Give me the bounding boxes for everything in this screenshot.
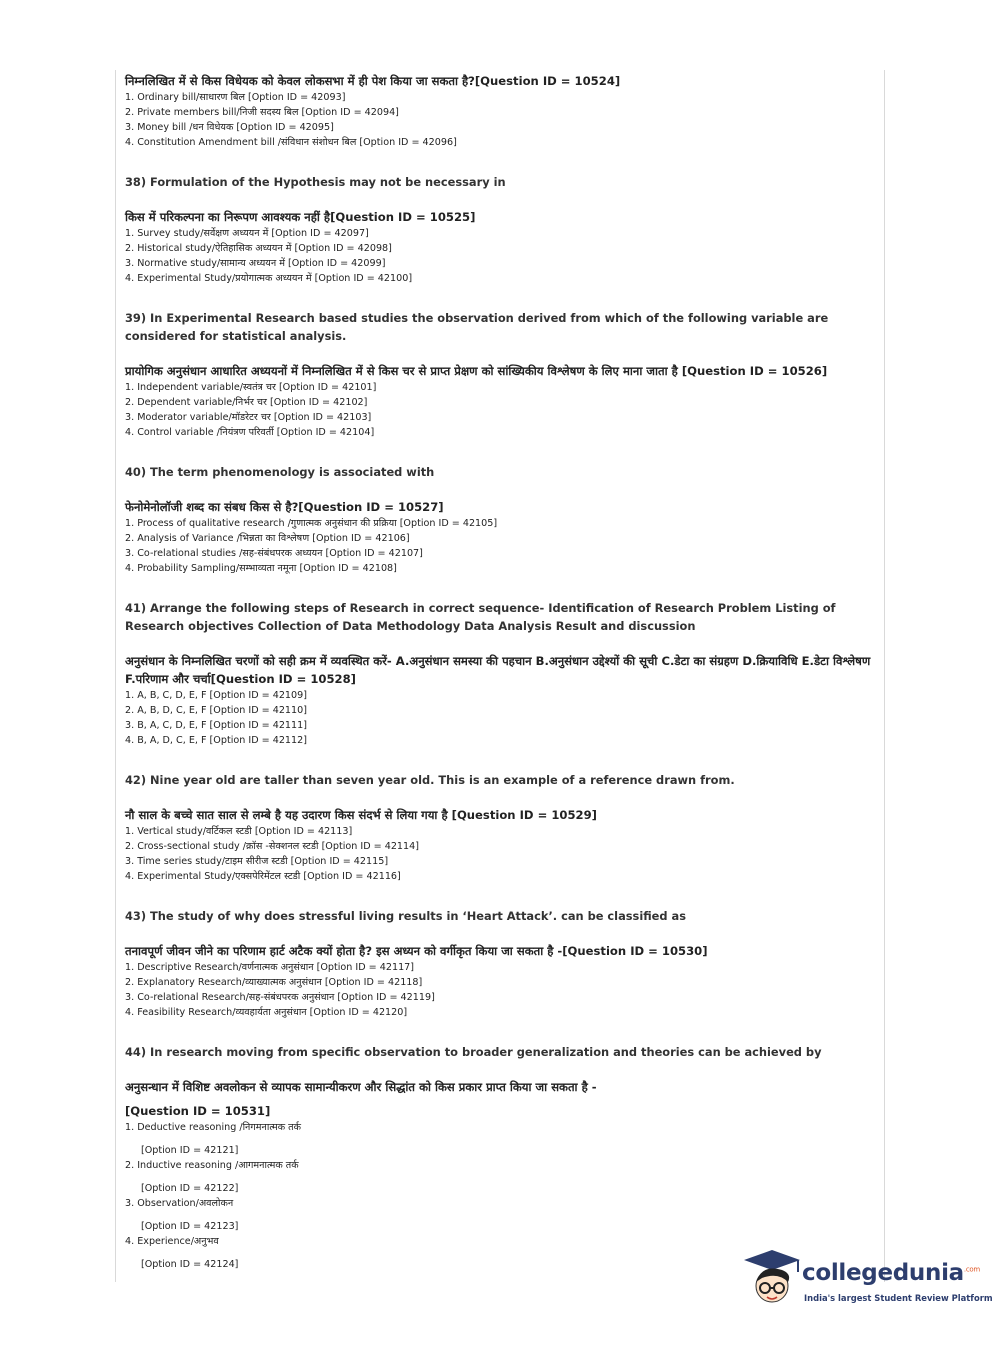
question-42 (125, 768, 877, 884)
option-item: 1. Independent variable/स्वतंत्र चर [Option ID = 42101] (125, 382, 377, 393)
logo-wordmark: collegedunia$^{.com}$ (802, 1260, 980, 1286)
option-id: [Option ID = 42124] (141, 1259, 239, 1270)
question-list (125, 72, 877, 1272)
option-item: 2. Explanatory Research/व्याख्यात्मक अनुसंधान [Option ID = 42118] (125, 977, 423, 988)
question-40 (125, 460, 877, 576)
question-40-english: 40) The term phenomenology is associated with (125, 465, 435, 479)
question-39 (125, 306, 877, 440)
option-item: 2. Dependent variable/निर्भर चर [Option ID = 42102] (125, 397, 368, 408)
option-item: 2. A, B, D, C, E, F [Option ID = 42110] (125, 705, 307, 716)
option-item: 1. Vertical study/वर्टिकल स्टडी [Option ID = 42113] (125, 826, 353, 837)
option-item: 4. Constitution Amendment bill /संविधान संशोधन बिल [Option ID = 42096] (125, 137, 457, 148)
option-item (125, 1196, 877, 1234)
question-42-english: 42) Nine year old are taller than seven year old. This is an example of a reference drawn from. (125, 773, 735, 787)
option-label: 3. Observation/अवलोकन (125, 1198, 234, 1209)
question-43-hindi: तनावपूर्ण जीवन जीने का परिणाम हार्ट अटैक क्यों होता है? इस अध्यन को वर्गीकृत किया जा सकता है -[Question ID = 10530] (125, 944, 708, 958)
option-item: 4. Experimental Study/प्रयोगात्मक अध्ययन में [Option ID = 42100] (125, 273, 413, 284)
question-37-options (125, 90, 877, 150)
question-37-hindi: निम्नलिखित में से किस विधेयक को केवल लोकसभा में ही पेश किया जा सकता है?[Question ID = 10524] (125, 74, 621, 88)
option-item: 3. Money bill /धन विधेयक [Option ID = 42095] (125, 122, 334, 133)
option-label: 4. Experience/अनुभव (125, 1236, 219, 1247)
option-label: 1. Deductive reasoning /निगमनात्मक तर्क (125, 1122, 302, 1133)
question-41-hindi: अनुसंधान के निम्नलिखित चरणों को सही क्रम में व्यवस्थित करें- A.अनुसंधान समस्या की पहचान B.अनुसंधान उद्देश्यों की सूची C.डेटा का संग्रहण D.क्रियाविधि E.डेटा विश्लेषण F.परिणाम और चर्चा[Question ID = 10528] (125, 654, 871, 686)
question-42-options (125, 824, 877, 884)
question-39-english: 39) In Experimental Research based studies the observation derived from which of the following variable are considered for statistical analysis. (125, 311, 829, 343)
option-item: 3. Moderator variable/मॉडरेटर चर [Option ID = 42103] (125, 412, 372, 423)
question-44-hindi: अनुसन्धान में विशिष्ट अवलोकन से व्यापक सामान्यीकरण और सिद्धांत को किस प्रकार प्राप्त किया जा सकता है - (125, 1080, 597, 1094)
question-40-options (125, 516, 877, 576)
option-item: 1. Survey study/सर्वेक्षण अध्ययन में [Option ID = 42097] (125, 228, 369, 239)
option-id: [Option ID = 42123] (141, 1221, 239, 1232)
option-item: 1. Descriptive Research/वर्णनात्मक अनुसंधान [Option ID = 42117] (125, 962, 415, 973)
option-item: 1. A, B, C, D, E, F [Option ID = 42109] (125, 690, 307, 701)
question-41-options (125, 688, 877, 748)
option-item: 4. Control variable /नियंत्रण परिवर्ती [Option ID = 42104] (125, 427, 375, 438)
option-item: 4. Probability Sampling/सम्भाव्यता नमूना [Option ID = 42108] (125, 563, 397, 574)
question-42-hindi: नौ साल के बच्चे सात साल से लम्बे है यह उदारण किस संदर्भ से लिया गया है [Question ID = 10529] (125, 808, 597, 822)
question-44-english: 44) In research moving from specific observation to broader generalization and theories can be achieved by (125, 1045, 822, 1059)
option-item (125, 1158, 877, 1196)
question-38-options (125, 226, 877, 286)
mascot-icon (742, 1248, 802, 1314)
option-id: [Option ID = 42121] (141, 1145, 239, 1156)
option-item: 2. Cross-sectional study /क्रॉस -सेक्शनल स्टडी [Option ID = 42114] (125, 841, 419, 852)
option-item: 2. Analysis of Variance /भिन्नता का विश्लेषण [Option ID = 42106] (125, 533, 410, 544)
question-39-hindi: प्रायोगिक अनुसंधान आधारित अध्ययनों में निम्नलिखित में से किस चर से प्राप्त प्रेक्षण को सांख्यिकीय विश्लेषण के लिए माना जाता है [Question ID = 10526] (125, 364, 828, 378)
option-item: 2. Private members bill/निजी सदस्य बिल [Option ID = 42094] (125, 107, 399, 118)
option-item: 3. Time series study/टाइम सीरीज स्टडी [Option ID = 42115] (125, 856, 389, 867)
question-44-qid: [Question ID = 10531] (125, 1104, 271, 1118)
question-43 (125, 904, 877, 1020)
question-38-hindi: किस में परिकल्पना का निरूपण आवश्यक नहीं है[Question ID = 10525] (125, 210, 476, 224)
question-38-english: 38) Formulation of the Hypothesis may not be necessary in (125, 175, 506, 189)
option-item: 3. Normative study/सामान्य अध्ययन में [Option ID = 42099] (125, 258, 386, 269)
option-item: 1. Ordinary bill/साधारण बिल [Option ID = 42093] (125, 92, 346, 103)
option-item: 2. Historical study/ऐतिहासिक अध्ययन में [Option ID = 42098] (125, 243, 392, 254)
option-item: 4. B, A, D, C, E, F [Option ID = 42112] (125, 735, 307, 746)
option-item (125, 1120, 877, 1158)
question-40-hindi: फेनोमेनोलॉजी शब्द का संबध किस से है?[Question ID = 10527] (125, 500, 444, 514)
question-38 (125, 170, 877, 286)
option-item: 3. Co-relational studies /सह-संबंधपरक अध्ययन [Option ID = 42107] (125, 548, 423, 559)
option-item: 3. B, A, C, D, E, F [Option ID = 42111] (125, 720, 307, 731)
option-item: 1. Process of qualitative research /गुणात्मक अनुसंधान की प्रक्रिया [Option ID = 42105] (125, 518, 498, 529)
option-item: 3. Co-relational Research/सह-संबंधपरक अनुसंधान [Option ID = 42119] (125, 992, 435, 1003)
question-41 (125, 596, 877, 748)
option-id: [Option ID = 42122] (141, 1183, 239, 1194)
logo-tagline: India's largest Student Review Platform (804, 1293, 993, 1303)
question-37 (125, 72, 877, 150)
option-item: 4. Feasibility Research/व्यवहार्यता अनुसंधान [Option ID = 42120] (125, 1007, 408, 1018)
collegedunia-logo (742, 1248, 993, 1318)
option-label: 2. Inductive reasoning /आगमनात्मक तर्क (125, 1160, 299, 1171)
question-39-options (125, 380, 877, 440)
question-41-english: 41) Arrange the following steps of Research in correct sequence- Identification of Research Problem Listing of Research objectives Collection of Data Methodology Data Analysis Result and discussion (125, 601, 836, 633)
question-44 (125, 1040, 877, 1272)
question-43-options (125, 960, 877, 1020)
option-item: 4. Experimental Study/एक्सपेरिमेंटल स्टडी [Option ID = 42116] (125, 871, 401, 882)
question-43-english: 43) The study of why does stressful living results in ‘Heart Attack’. can be classified as (125, 909, 686, 923)
